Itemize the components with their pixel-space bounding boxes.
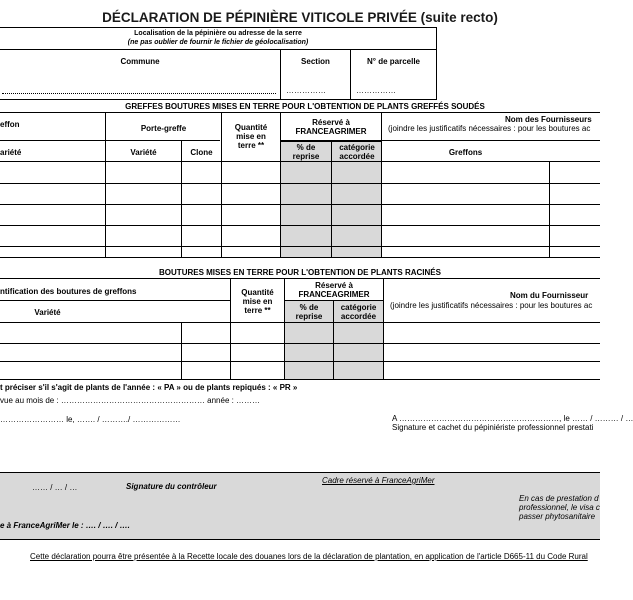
reserve-header (281, 118, 381, 136)
title-main: DÉCLARATION DE PÉPINIÈRE VITICOLE PRIVÉE (102, 10, 417, 25)
footer-note: Cette déclaration pourra être présentée à la Recette locale des douanes lors de la déclaration de plantation, en application de l'article D665-11 du Code Rural (30, 552, 588, 561)
greffes-title: GREFFES BOUTURES MISES EN TERRE POUR L'OBTENTION DE PLANTS GREFFÉS SOUDÉS (125, 102, 485, 111)
greffon-variete-header: ariété (0, 148, 22, 157)
quantite-line-2: mise en (236, 132, 266, 141)
prestation-line-1: En cas de prestation d (519, 494, 599, 503)
b-quantite-line-3: terre ** (244, 306, 271, 315)
location-heading (0, 30, 436, 38)
b-pct-line-1: % de (299, 303, 319, 312)
cadre-reserve-label: Cadre réservé à FranceAgriMer (322, 476, 435, 485)
boutures-reserve-header (285, 281, 383, 299)
prestation-line-3: passer phytosanitaire (519, 512, 596, 521)
b-reserve-line-2: FRANCEAGRIMER (298, 290, 370, 299)
section-header: Section (301, 57, 330, 66)
prestation-note (519, 494, 600, 521)
porte-variete-header: Variété (130, 148, 157, 157)
pct-reprise-header (281, 143, 331, 161)
title-suffix: (suite recto) (420, 10, 498, 25)
le-date-left[interactable]: …………………… le, ……. / ………./ ……………… (0, 415, 181, 424)
commune-header: Commune (120, 57, 160, 66)
b-categorie-line-2: accordée (340, 312, 377, 321)
clone-header: Clone (190, 148, 213, 157)
notes-line-1: t préciser s'il s'agit de plants de l'année : « PA » ou de plants repiqués : « PR » (0, 383, 298, 392)
categorie-line-1: catégorie (339, 143, 375, 152)
b-pct-line-2: reprise (295, 312, 323, 321)
boutures-title: BOUTURES MISES EN TERRE POUR L'OBTENTION DE PLANTS RACINÉS (159, 268, 441, 277)
greffons-header: Greffons (448, 148, 483, 157)
signature-controleur-label: Signature du contrôleur (126, 482, 217, 491)
prestation-line-2: professionnel, le visa c (519, 503, 600, 512)
reserve-line-1: Réservé à (312, 118, 350, 127)
categorie-line-2: accordée (339, 152, 375, 161)
section-field[interactable]: …………… (286, 86, 326, 95)
a-date-right[interactable]: A ……………………………………………………, le …… / ……… / … (392, 414, 633, 423)
pct-line-2: reprise (292, 152, 320, 161)
reserve-line-2: FRANCEAGRIMER (295, 127, 367, 136)
porte-greffe-header: Porte-greffe (140, 124, 187, 133)
boutures-quantite-header (231, 288, 284, 315)
vue-au-mois[interactable]: vue au mois de : ……………………………………………… année : ……… (0, 396, 261, 405)
location-subheading (0, 39, 436, 47)
pct-line-1: % de (296, 143, 316, 152)
b-reserve-line-1: Réservé à (315, 281, 353, 290)
boutures-pct-header (285, 303, 333, 321)
signature-cachet-label: Signature et cachet du pépiniériste professionnel prestati (392, 423, 594, 432)
parcelle-header: N° de parcelle (367, 57, 420, 66)
boutures-variete-header: Variété (34, 308, 61, 317)
b-quantite-line-1: Quantité (241, 288, 274, 297)
quantite-line-1: Quantité (234, 123, 268, 132)
b-quantite-line-2: mise en (242, 297, 273, 306)
quantite-header (222, 123, 280, 150)
location-heading-text: Localisation de la pépinière ou adresse de la serre (134, 30, 302, 37)
fournisseur-note: (joindre les justificatifs nécessaires : pour les boutures ac (390, 301, 593, 310)
controleur-date[interactable]: …… / … / … (32, 483, 78, 492)
categorie-header (332, 143, 382, 161)
fournisseur-title: Nom du Fournisseur (510, 291, 589, 300)
b-categorie-line-1: catégorie (340, 303, 377, 312)
franceagrimer-le[interactable]: e à FranceAgriMer le : …. / …. / …. (0, 521, 130, 530)
fournisseurs-title: Nom des Fournisseurs (505, 115, 592, 124)
commune-field[interactable] (2, 93, 276, 94)
boutures-categorie-header (334, 303, 383, 321)
fournisseurs-note: (joindre les justificatifs nécessaires : pour les boutures ac (388, 124, 591, 133)
identification-header: ntification des boutures de greffons (0, 287, 137, 296)
location-subheading-text: (ne pas oublier de fournir le fichier de géolocalisation) (127, 39, 309, 46)
greffon-header: effon (0, 120, 20, 129)
quantite-line-3: terre ** (237, 141, 265, 150)
parcelle-field[interactable]: …………… (356, 86, 396, 95)
